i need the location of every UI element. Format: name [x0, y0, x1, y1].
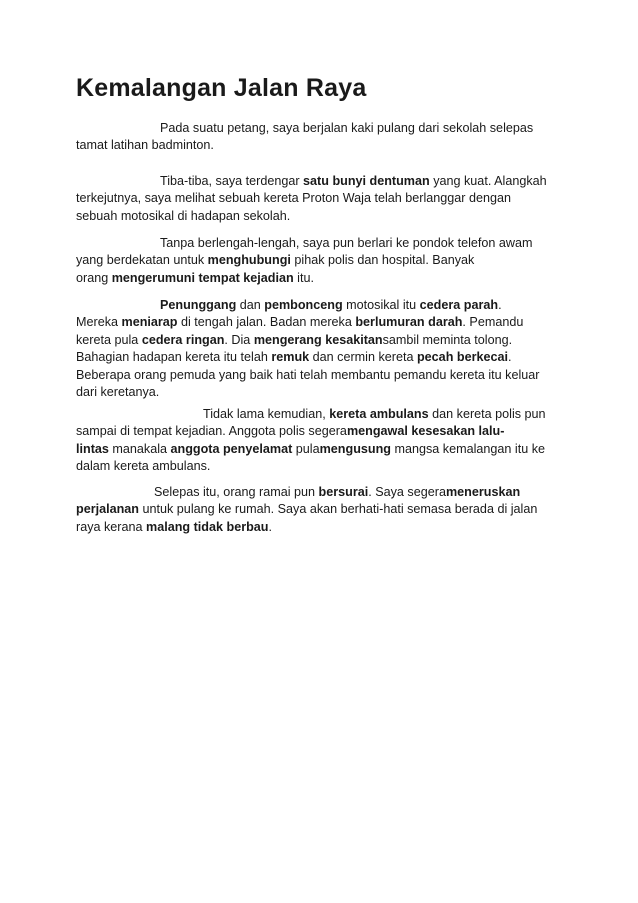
- text-run: itu.: [293, 270, 314, 285]
- text-run: pihak polis dan hospital. Banyak: [290, 253, 475, 268]
- bold-phrase: mengerang kesakitan: [253, 332, 383, 347]
- text-run: Selepas itu, orang ramai pun: [154, 485, 319, 499]
- bold-phrase: bersurai: [318, 485, 369, 499]
- text-run: Tidak lama kemudian,: [203, 407, 330, 421]
- paragraph-6: [76, 484, 576, 536]
- bold-phrase: perjalanan: [76, 502, 139, 517]
- paragraph-4: [76, 297, 576, 401]
- text-run: dan kereta polis pun: [428, 407, 546, 421]
- text-line: [76, 137, 576, 154]
- text-run: dan cermin kereta: [309, 350, 417, 365]
- bold-phrase: mengawal kesesakan lalu-: [346, 424, 505, 439]
- bold-phrase: cedera parah: [419, 298, 499, 312]
- text-run: sampai di tempat kejadian. Anggota polis segera: [76, 424, 347, 439]
- text-run: . Pemandu: [462, 315, 524, 330]
- text-line: [76, 349, 576, 366]
- text-run: manakala: [108, 441, 171, 456]
- text-line: [76, 332, 576, 349]
- text-line: [76, 235, 576, 252]
- text-run: mangsa kemalangan itu ke: [390, 441, 545, 456]
- paragraph-2: [76, 173, 576, 225]
- text-run: kereta pula: [76, 332, 142, 347]
- text-run: Pada suatu petang, saya berjalan kaki pulang dari sekolah selepas: [160, 121, 534, 135]
- text-run: Bahagian hadapan kereta itu telah: [76, 350, 272, 365]
- bold-phrase: mengerumuni tempat kejadian: [111, 270, 294, 285]
- text-run: sambil meminta tolong.: [382, 332, 513, 347]
- text-run: tamat latihan badminton.: [76, 138, 214, 153]
- text-run: . Saya segera: [368, 485, 446, 499]
- text-run: yang berdekatan untuk: [76, 253, 208, 268]
- bold-phrase: lintas: [76, 441, 109, 456]
- text-run: Tanpa berlengah-lengah, saya pun berlari ke pondok telefon awam: [160, 236, 533, 250]
- text-line: [76, 501, 576, 518]
- text-run: sebuah motosikal di hadapan sekolah.: [76, 208, 291, 223]
- text-line: [76, 441, 576, 458]
- text-run: motosikal itu: [342, 298, 420, 312]
- bold-phrase: Penunggang: [160, 298, 237, 312]
- text-line: [76, 367, 576, 384]
- document-title: Kemalangan Jalan Raya: [76, 74, 367, 102]
- text-run: raya kerana: [76, 519, 147, 534]
- text-run: terkejutnya, saya melihat sebuah kereta Proton Waja telah berlanggar dengan: [76, 191, 511, 206]
- bold-phrase: malang tidak berbau: [146, 519, 269, 534]
- text-line: [76, 252, 576, 269]
- text-line: [76, 484, 576, 501]
- bold-phrase: menghubungi: [207, 253, 291, 268]
- text-run: untuk pulang ke rumah. Saya akan berhati-hati semasa berada di jalan: [139, 502, 538, 517]
- text-run: . Dia: [224, 332, 254, 347]
- bold-phrase: berlumuran darah: [355, 315, 463, 330]
- bold-phrase: remuk: [271, 350, 310, 365]
- text-run: Tiba-tiba, saya terdengar: [160, 174, 304, 188]
- paragraph-3: [76, 235, 576, 287]
- bold-phrase: meniarap: [121, 315, 178, 330]
- bold-phrase: anggota penyelamat: [170, 441, 293, 456]
- bold-phrase: mengusung: [319, 441, 391, 456]
- bold-phrase: meneruskan: [445, 485, 521, 499]
- text-line: [76, 423, 576, 440]
- text-run: yang kuat. Alangkah: [429, 174, 547, 188]
- bold-phrase: cedera ringan: [141, 332, 225, 347]
- text-run: di tengah jalan. Badan mereka: [177, 315, 356, 330]
- text-run: orang: [76, 270, 112, 285]
- text-line: [76, 173, 576, 190]
- bold-phrase: pembonceng: [264, 298, 343, 312]
- text-run: .: [508, 350, 512, 365]
- text-line: [76, 270, 576, 287]
- text-line: [76, 406, 576, 423]
- text-line: [76, 314, 576, 331]
- text-run: .: [498, 298, 502, 312]
- text-line: [76, 208, 576, 225]
- text-line: [76, 297, 576, 314]
- bold-phrase: pecah berkecai: [416, 350, 508, 365]
- text-run: dalam kereta ambulans.: [76, 459, 211, 474]
- text-run: pula: [292, 441, 320, 456]
- text-line: [76, 190, 576, 207]
- bold-phrase: kereta ambulans: [329, 407, 429, 421]
- paragraph-1: [76, 120, 576, 155]
- text-run: .: [268, 519, 272, 534]
- paragraph-5: [76, 406, 576, 476]
- bold-phrase: satu bunyi dentuman: [303, 174, 430, 188]
- text-run: Mereka: [76, 315, 122, 330]
- text-line: [76, 384, 576, 401]
- text-line: [76, 458, 576, 475]
- text-run: dari keretanya.: [76, 384, 160, 399]
- text-line: [76, 120, 576, 137]
- text-line: [76, 519, 576, 536]
- text-run: dan: [236, 298, 265, 312]
- text-run: Beberapa orang pemuda yang baik hati telah membantu pemandu kereta itu keluar: [76, 367, 540, 382]
